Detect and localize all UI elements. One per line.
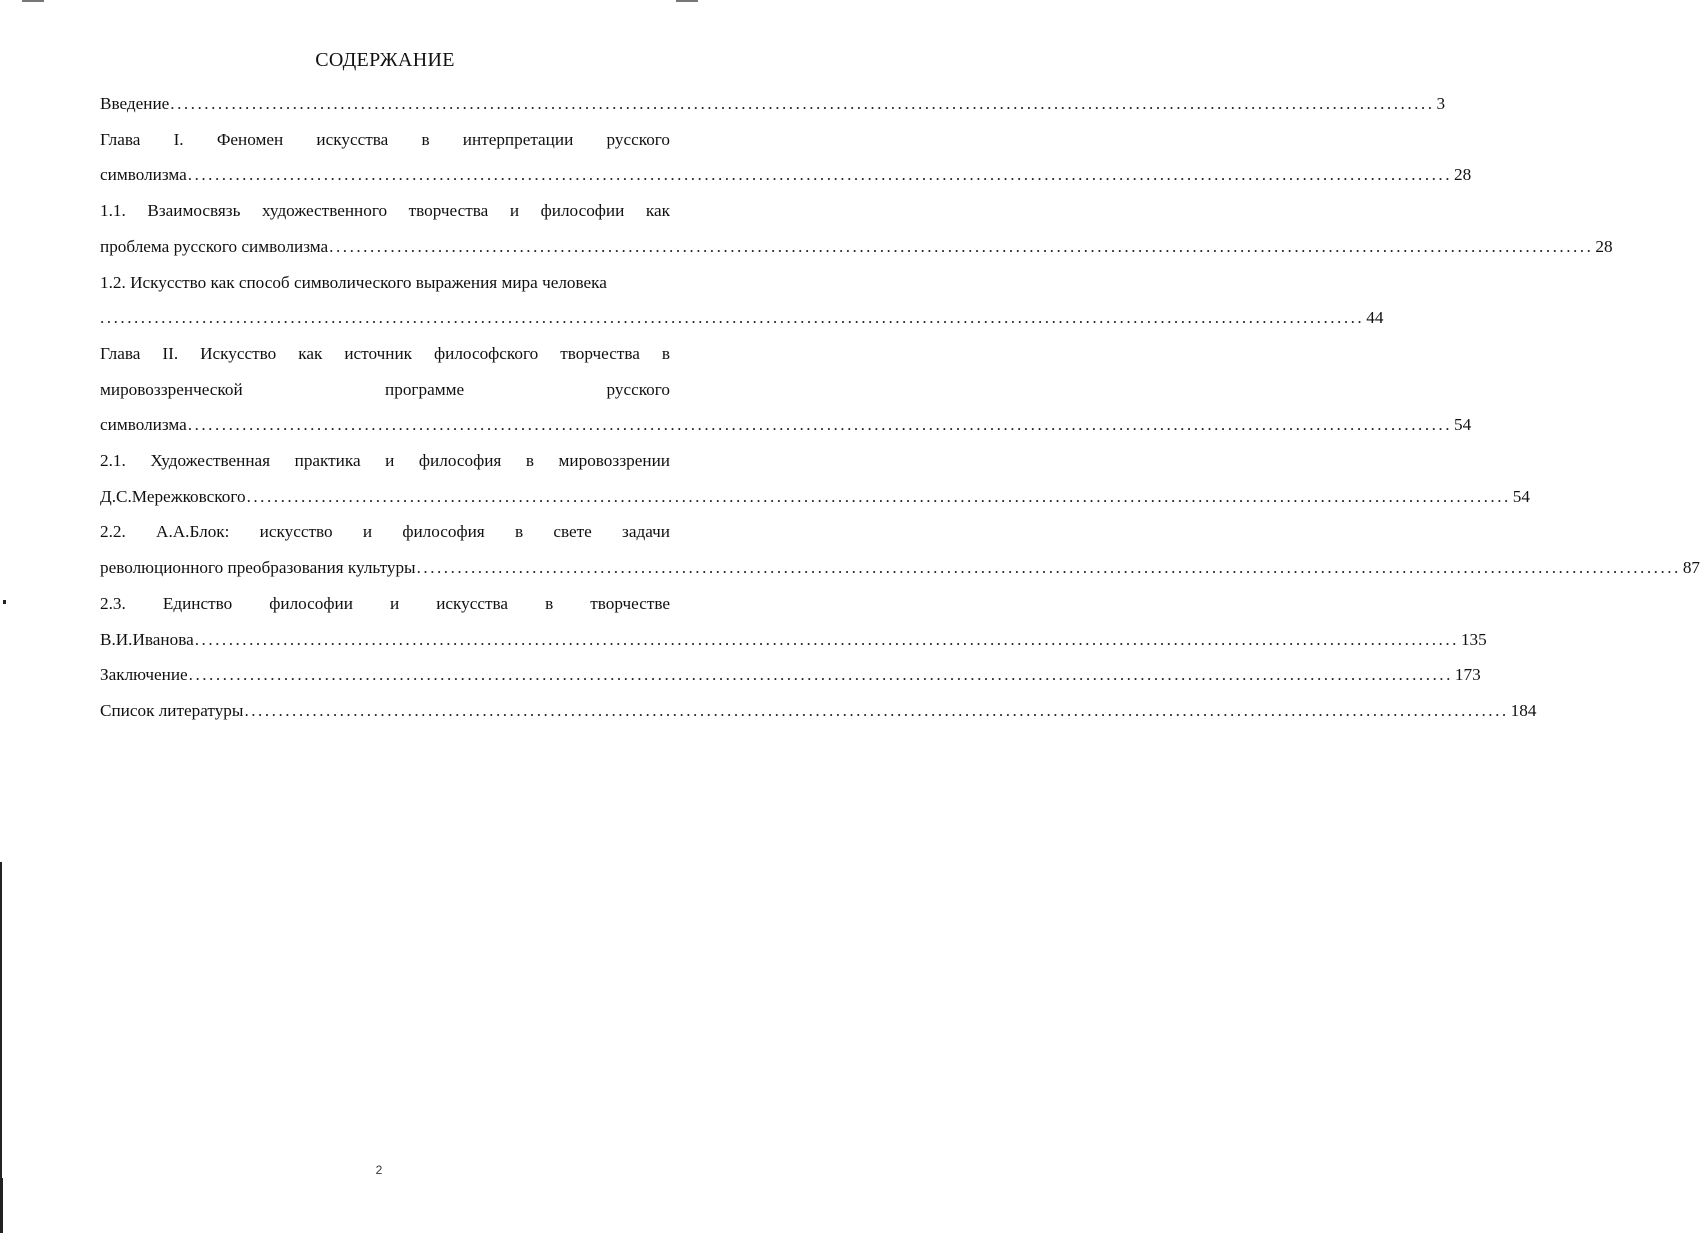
toc-page-number: 87	[1682, 558, 1700, 578]
toc-page-number: 3	[1436, 94, 1446, 113]
toc-page-number: 54	[1454, 415, 1472, 435]
toc-entry-title: символизма	[100, 165, 187, 185]
toc-entry-introduction[interactable]	[100, 86, 1446, 122]
toc-entry-title: революционного преобразования культуры	[100, 558, 416, 578]
toc-page-number: 135	[1460, 629, 1487, 649]
toc-entry-title-line: 1.2. Искусство как способ символического выражения мира человека	[100, 272, 607, 292]
toc-entry-title: символизма	[100, 415, 187, 435]
toc-entry-title-line: Глава I. Феномен искусства в интерпретации русского	[100, 129, 670, 149]
dot-leader: ..........................................................................................................................................................................................	[329, 236, 1594, 256]
toc-entry-chapter-1[interactable]	[100, 157, 1472, 193]
toc-entry-conclusion[interactable]	[100, 657, 1481, 693]
scan-mark-top-left	[22, 0, 44, 2]
dot-leader: ..........................................................................................................................................................................................	[416, 558, 1681, 578]
toc-page-number: 28	[1595, 236, 1613, 256]
toc-entry-title: Заключение	[100, 665, 188, 685]
scan-dot	[3, 600, 6, 604]
toc-page-number: 54	[1512, 486, 1530, 506]
dot-leader: ..........................................................................................................................................................................................	[194, 629, 1459, 649]
toc-page-number: 44	[1366, 308, 1384, 328]
toc-entry-title: проблема русского символизма	[100, 236, 329, 256]
toc-entry-section-2-3[interactable]	[100, 622, 1487, 658]
toc-entry-section-1-1[interactable]	[100, 229, 1613, 265]
toc-entry-title-line: мировоззренческой программе русского	[100, 379, 670, 399]
dot-leader: ..........................................................................................................................................................................................	[188, 665, 1453, 685]
dot-leader: ..........................................................................................................................................................................................	[187, 165, 1452, 185]
toc-entry-title-line: Глава II. Искусство как источник философского творчества в	[100, 343, 670, 363]
dot-leader: ..........................................................................................................................................................................................	[187, 415, 1452, 435]
toc-entry-section-1-2[interactable]	[100, 300, 1384, 336]
toc-entry-title-line: 2.2. А.А.Блок: искусство и философия в свете задачи	[100, 522, 670, 542]
page-number: 2	[375, 1163, 383, 1177]
dot-leader: ..........................................................................................................................................................................................	[170, 94, 1435, 113]
toc-entry-title-line: 1.1. Взаимосвязь художественного творчества и философии как	[100, 201, 670, 221]
table-of-contents	[100, 86, 1700, 729]
toc-page-number: 28	[1454, 165, 1472, 185]
toc-entry-chapter-2[interactable]	[100, 407, 1472, 443]
dot-leader: ..........................................................................................................................................................................................	[244, 700, 1509, 720]
toc-entry-bibliography[interactable]	[100, 693, 1537, 729]
toc-entry-section-2-2[interactable]	[100, 550, 1700, 586]
toc-entry-title: Д.С.Мережковского	[100, 486, 246, 506]
dot-leader: ..........................................................................................................................................................................................	[246, 486, 1511, 506]
toc-entry-title: В.И.Иванова	[100, 629, 194, 649]
scan-mark-top-right	[676, 0, 698, 2]
page-title: СОДЕРЖАНИЕ	[315, 49, 455, 71]
toc-page-number: 173	[1454, 665, 1481, 685]
toc-entry-title-line: 2.1. Художественная практика и философия в мировоззрении	[100, 451, 670, 471]
toc-entry-title: Введение	[100, 94, 170, 113]
toc-page-number: 184	[1510, 700, 1537, 720]
toc-entry-section-2-1[interactable]	[100, 479, 1530, 515]
scan-edge-line	[0, 862, 2, 1180]
toc-entry-title-line: 2.3. Единство философии и искусства в творчестве	[100, 593, 670, 613]
toc-entry-title: Список литературы	[100, 700, 244, 720]
dot-leader: ..........................................................................................................................................................................................	[100, 308, 1365, 328]
scan-edge-line-lower	[0, 1178, 3, 1233]
